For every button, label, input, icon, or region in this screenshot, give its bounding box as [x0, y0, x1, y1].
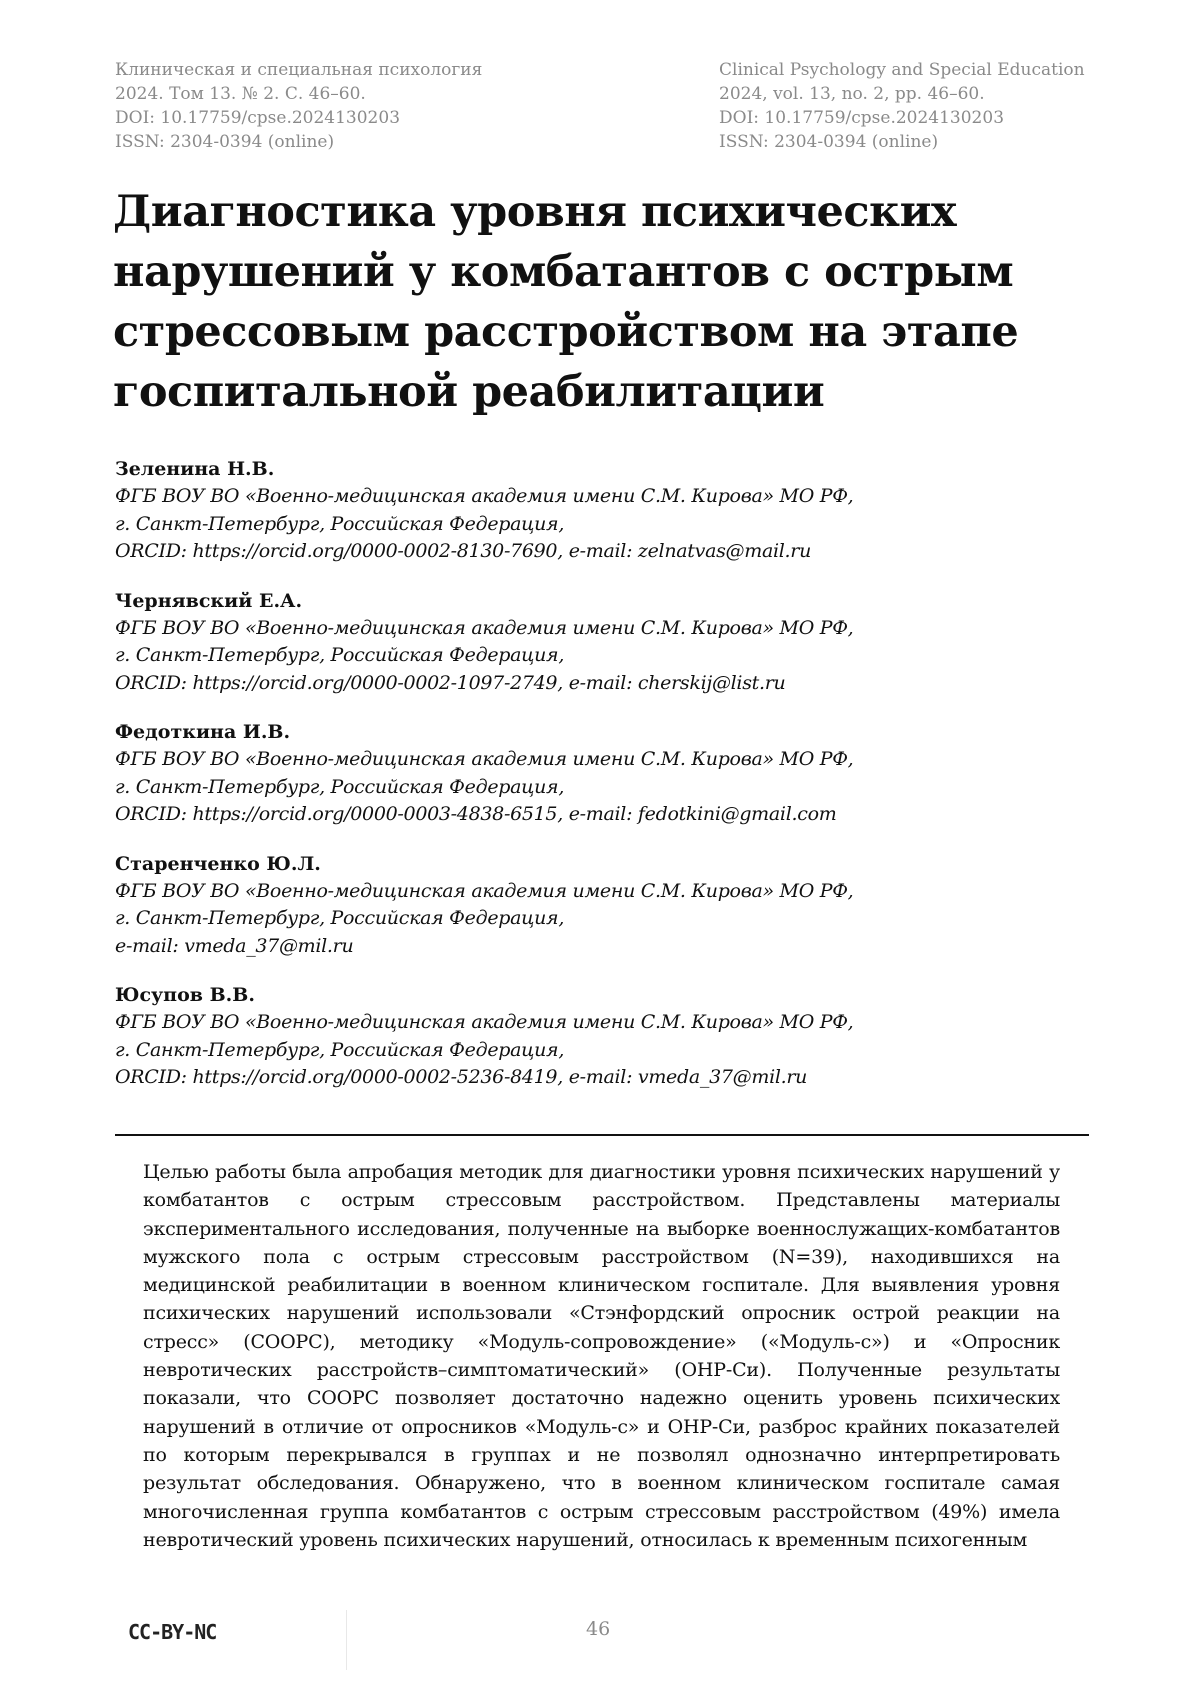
author-location: г. Санкт-Петербург, Российская Федерация, — [115, 775, 565, 798]
header-left-doi: DOI: 10.17759/cpse.2024130203 — [115, 108, 401, 128]
page-number: 46 — [586, 1618, 611, 1640]
section-divider — [115, 1134, 1089, 1136]
author-block — [115, 851, 1115, 961]
header-right-issue: 2024, vol. 13, no. 2, pp. 46–60. — [719, 84, 985, 104]
header-right-issn: ISSN: 2304-0394 (online) — [719, 132, 939, 152]
author-block — [115, 982, 1115, 1092]
header-right-doi: DOI: 10.17759/cpse.2024130203 — [719, 108, 1005, 128]
author-block — [115, 719, 1115, 829]
author-contact: ORCID: https://orcid.org/0000-0003-4838-6515, e-mail: fedotkini@gmail.com — [115, 803, 837, 825]
author-location: г. Санкт-Петербург, Российская Федерация, — [115, 1038, 565, 1061]
abstract-text: Целью работы была апробация методик для диагностики уровня психических нарушений у комбатантов с острым стрессовым расстройством. Представлены материалы экспериментального исследования, полученные на выборке военнослужащих-комбатантов мужского пола с острым стрессовым расстройством (N=39), находившихся на медицинской реабилитации в военном клиническом госпитале. Для выявления уровня психических нарушений использовали «Стэнфордский опросник острой реакции на стресс» (СООРС), методику «Модуль-сопровождение» («Модуль-с») и «Опросник невротических расстройств–симптоматический» (ОНР-Си). Полученные результаты показали, что СООРС позволяет достаточно надежно оценить уровень психических нарушений в отличие от опросников «Модуль-с» и ОНР-Си, разброс крайних показателей по которым перекрывался в группах и не позволял однозначно интерпретировать результат обследования. Обнаружено, что в военном клиническом госпитале самая многочисленная группа комбатантов с острым стрессовым расстройством (49%) имела невротический уровень психических нарушений, относилась к временным психогенным — [143, 1161, 1060, 1551]
author-list — [115, 456, 1115, 1114]
author-block — [115, 588, 1115, 698]
author-contact: ORCID: https://orcid.org/0000-0002-1097-2749, e-mail: cherskij@list.ru — [115, 671, 786, 694]
license-badge: CC-BY-NC — [128, 1620, 217, 1644]
author-contact: ORCID: https://orcid.org/0000-0002-5236-8419, e-mail: vmeda_37@mil.ru — [115, 1066, 808, 1088]
author-name: Чернявский Е.А. — [115, 589, 303, 612]
author-affiliation: ФГБ ВОУ ВО «Военно-медицинская академия имени С.М. Кирова» МО РФ, — [115, 1011, 854, 1033]
author-name: Федоткина И.В. — [115, 721, 291, 743]
author-location: г. Санкт-Петербург, Российская Федерация, — [115, 644, 565, 666]
header-left-issn: ISSN: 2304-0394 (online) — [115, 132, 335, 152]
header-right — [719, 58, 1085, 154]
author-contact: ORCID: https://orcid.org/0000-0002-8130-7690, e-mail: zelnatvas@mail.ru — [115, 540, 812, 562]
author-block — [115, 456, 1115, 566]
author-location: г. Санкт-Петербург, Российская Федерация, — [115, 512, 565, 535]
author-affiliation: ФГБ ВОУ ВО «Военно-медицинская академия имени С.М. Кирова» МО РФ, — [115, 616, 854, 639]
author-name: Юсупов В.В. — [115, 984, 255, 1006]
header-right-journal: Clinical Psychology and Special Education — [719, 60, 1085, 80]
header-left — [115, 58, 482, 154]
header-left-journal: Клиническая и специальная психология — [115, 60, 483, 80]
author-location: г. Санкт-Петербург, Российская Федерация, — [115, 907, 565, 929]
author-affiliation: ФГБ ВОУ ВО «Военно-медицинская академия имени С.М. Кирова» МО РФ, — [115, 748, 854, 770]
header-left-issue: 2024. Том 13. № 2. С. 46–60. — [115, 84, 366, 104]
article-title: Диагностика уровня психических нарушений у комбатантов с острым стрессовым расстройством на этапе госпитальной реабилитации — [113, 187, 1019, 417]
footer-divider — [346, 1610, 347, 1670]
author-name: Зеленина Н.В. — [115, 458, 275, 480]
author-name: Старенченко Ю.Л. — [115, 852, 321, 875]
author-affiliation: ФГБ ВОУ ВО «Военно-медицинская академия имени С.М. Кирова» МО РФ, — [115, 879, 854, 902]
author-contact: e-mail: vmeda_37@mil.ru — [115, 934, 354, 957]
author-affiliation: ФГБ ВОУ ВО «Военно-медицинская академия имени С.М. Кирова» МО РФ, — [115, 485, 854, 507]
